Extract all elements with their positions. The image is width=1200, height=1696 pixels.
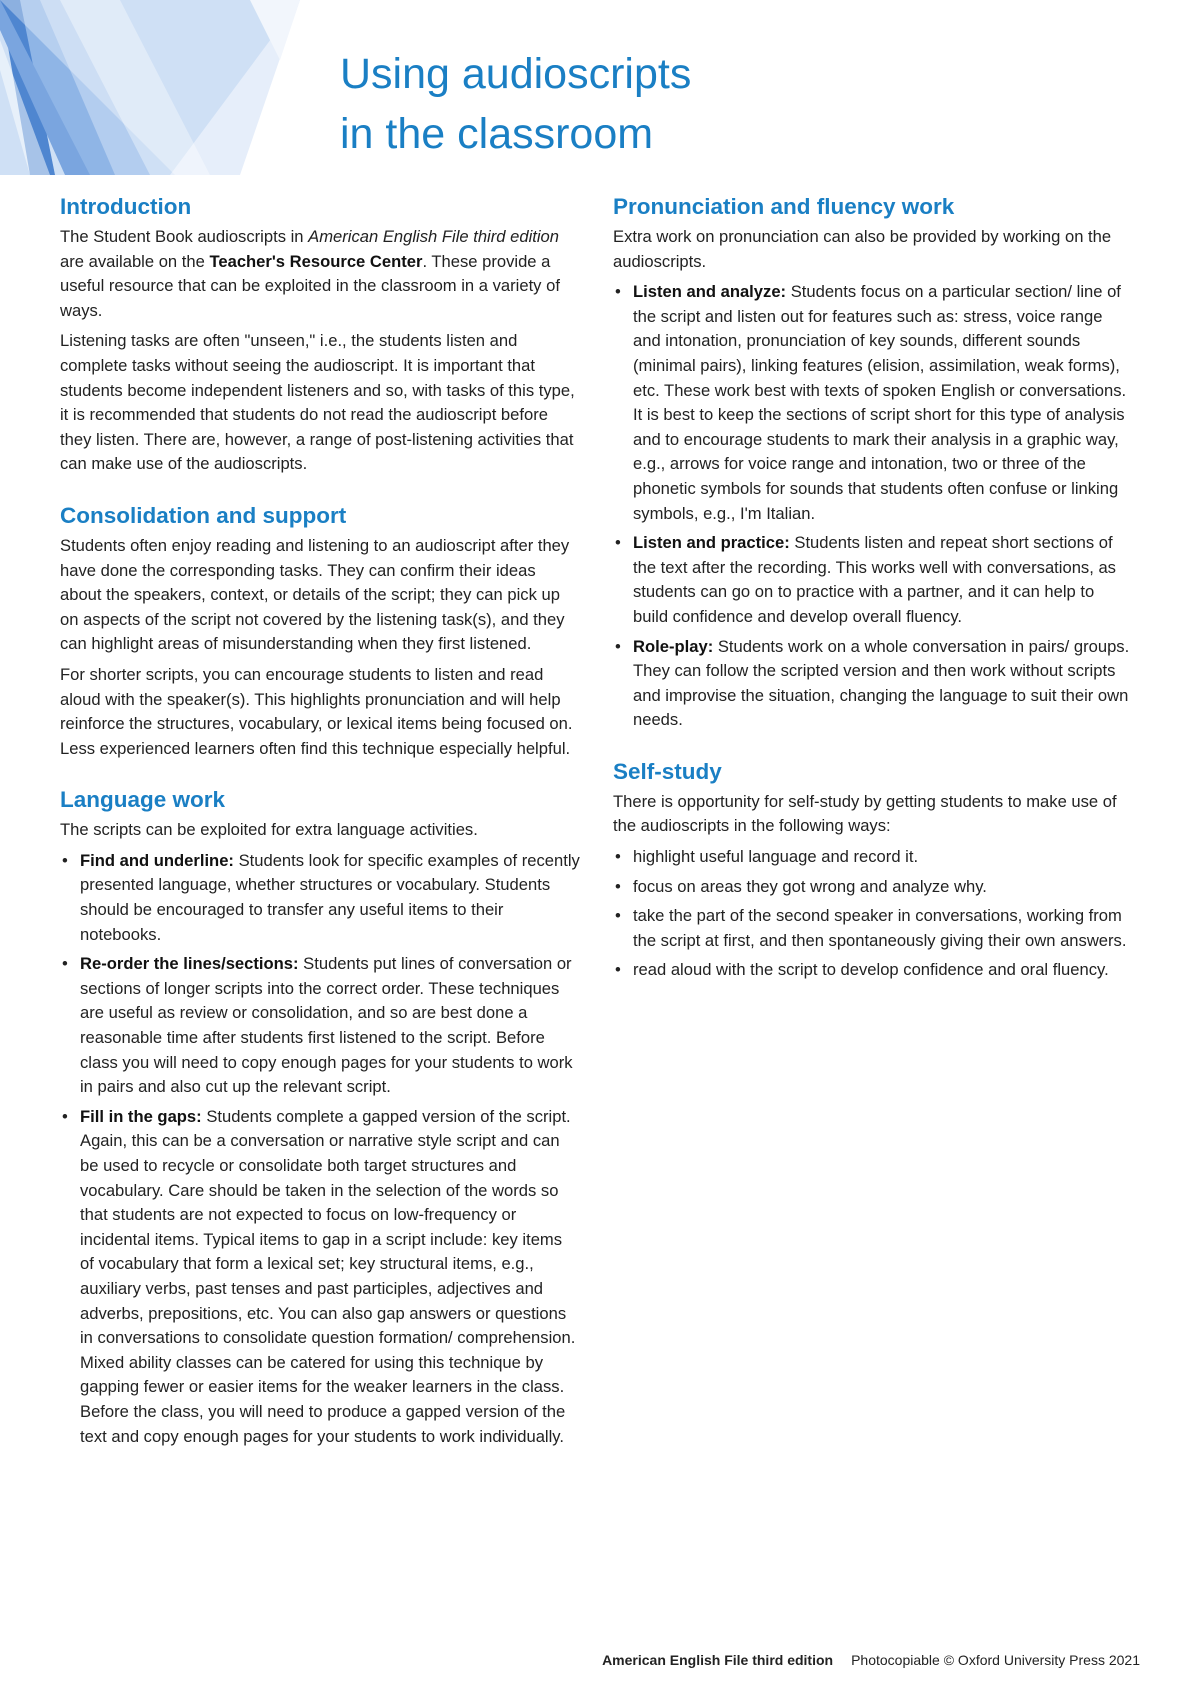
list-item-label: Re-order the lines/sections: (80, 954, 299, 974)
list-item (613, 280, 1133, 526)
pronunciation-section (613, 192, 1133, 733)
list-item-label: Listen and analyze: (633, 282, 787, 302)
list-item-label: Fill in the gaps: (80, 1106, 202, 1126)
self-study-heading: Self-study (613, 758, 722, 784)
consolidation-paragraph-1: Students often enjoy reading and listening to an audioscript after they have done the corresponding tasks. They can confirm their ideas about the speakers, context, or details of the script; they can pick up on aspects of the script not covered by the listening task(s), and they can highlight areas of misunderstanding when they first listened. (60, 535, 570, 654)
list-item (60, 1105, 580, 1449)
left-column (60, 192, 580, 1473)
footer-edition: American English File third edition (602, 1652, 834, 1668)
introduction-paragraph-2: Listening tasks are often "unseen," i.e., the students listen and complete tasks without seeing the audioscript. It is important that students become independent listeners and so, with tasks of this type, it is recommended that students do not read the audioscript before they listen. There are, however, a range of post-listening activities that can make use of the audioscripts. (60, 331, 575, 474)
list-item (60, 849, 580, 947)
book-title: American English File third edition (308, 227, 560, 246)
list-item-text: Students complete a gapped version of the script. Again, this can be a conversation or narrative style script and can be used to recycle or consolidate both target structures and vocabulary. Care should be taken in the selection of the words so that students are not expected to focus on low-frequency or incidental items. Typical items to gap in a script include: key items of vocabulary that form a lexical set; key structural items, e.g., auxiliary verbs, past tenses and past participles, adjectives and adverbs, prepositions, etc. You can also gap answers or questions in conversations to consolidate question formation/ comprehension. Mixed ability classes can be catered for using this technique by gapping fewer or easier items for the weaker learners in the class. Before the class, you will need to produce a gapped version of the text and copy enough pages for your students to work individually. (80, 1106, 576, 1446)
page-footer (602, 1652, 1140, 1668)
list-item: • focus on areas they got wrong and analyze why. (613, 875, 1133, 900)
consolidation-section (60, 501, 580, 761)
language-work-intro: The scripts can be exploited for extra language activities. (60, 820, 478, 840)
list-item-text: Students focus on a particular section/ line of the script and listen out for features such as: stress, voice range and intonation, pronunciation of key sounds, different sounds (minimal pairs), linking features (elision, assimilation, weak forms), etc. These work best with texts of spoken English or conversations. It is best to keep the sections of script short for this type of analysis and to encourage students to mark their analysis in a graphic way, e.g., arrows for voice range and intonation, two or three of the phonetic symbols for sounds that students often confuse or linking symbols, e.g., I'm Italian. (633, 282, 1127, 523)
list-item (613, 531, 1133, 629)
teachers-resource-center-link-text: Teacher's Resource Center (209, 251, 423, 271)
title-line-2: in the classroom (340, 110, 654, 158)
language-work-section (60, 785, 580, 1449)
introduction-paragraph-1 (60, 225, 580, 323)
right-column (613, 192, 1133, 1007)
pronunciation-list (613, 280, 1133, 733)
list-item-text: Students look for specific examples of recently presented language, whether structures or vocabulary. Students should be encouraged to transfer any useful items to their notebooks. (80, 850, 580, 944)
self-study-intro: There is opportunity for self-study by getting students to make use of the audioscripts in the following ways: (613, 791, 1117, 836)
intro-text: are available on the (60, 251, 210, 271)
consolidation-paragraph-2: For shorter scripts, you can encourage students to listen and read aloud with the speaker(s). This highlights pronunciation and will help reinforce the structures, vocabulary, or lexical items being focused on. Less experienced learners often find this technique especially helpful. (60, 664, 573, 758)
introduction-heading: Introduction (60, 194, 192, 219)
pronunciation-intro: Extra work on pronunciation can also be provided by working on the audioscripts. (613, 227, 1112, 271)
page-title (340, 44, 691, 164)
list-item-text: Students put lines of conversation or sections of longer scripts into the correct order. These techniques are useful as review or consolidation, and so are best done a reasonable time after students first listened to the script. Before class you will need to copy enough pages for your students to work in pairs and also cut up the relevant script. (80, 954, 573, 1097)
self-study-section (613, 757, 1133, 983)
list-item (613, 635, 1133, 733)
list-item-label: Listen and practice: (633, 533, 790, 553)
list-item-label: Role-play: (633, 636, 714, 656)
list-item: • read aloud with the script to develop confidence and oral fluency. (613, 958, 1133, 983)
language-work-heading: Language work (60, 787, 226, 813)
list-item-text: Students listen and repeat short sections of the text after the recording. This works well with conversations, as students can go on to practice with a partner, and it can help to build confidence and develop overall fluency. (633, 533, 1116, 626)
self-study-list (613, 845, 1133, 983)
title-line-1: Using audioscripts (340, 50, 692, 98)
list-item (60, 952, 580, 1100)
list-item-text: Students work on a whole conversation in pairs/ groups. They can follow the scripted version and then work without scripts and improvise the situation, changing the language to suit their own needs. (633, 636, 1130, 730)
intro-text: The Student Book audioscripts in (60, 227, 309, 246)
footer-copyright: Photocopiable © Oxford University Press 2021 (851, 1652, 1140, 1668)
list-item: • highlight useful language and record it. (613, 845, 1133, 870)
introduction-section (60, 192, 580, 477)
intro-text: . These provide a useful resource that can be exploited in the classroom in a variety of ways. (60, 251, 560, 320)
pronunciation-heading: Pronunciation and fluency work (613, 194, 955, 219)
decorative-fan-graphic (0, 0, 310, 175)
list-item: • take the part of the second speaker in conversations, working from the script at first, and then spontaneously giving their own answers. (613, 904, 1133, 953)
consolidation-heading: Consolidation and support (60, 502, 347, 528)
language-work-list (60, 849, 580, 1449)
list-item-label: Find and underline: (80, 850, 234, 870)
